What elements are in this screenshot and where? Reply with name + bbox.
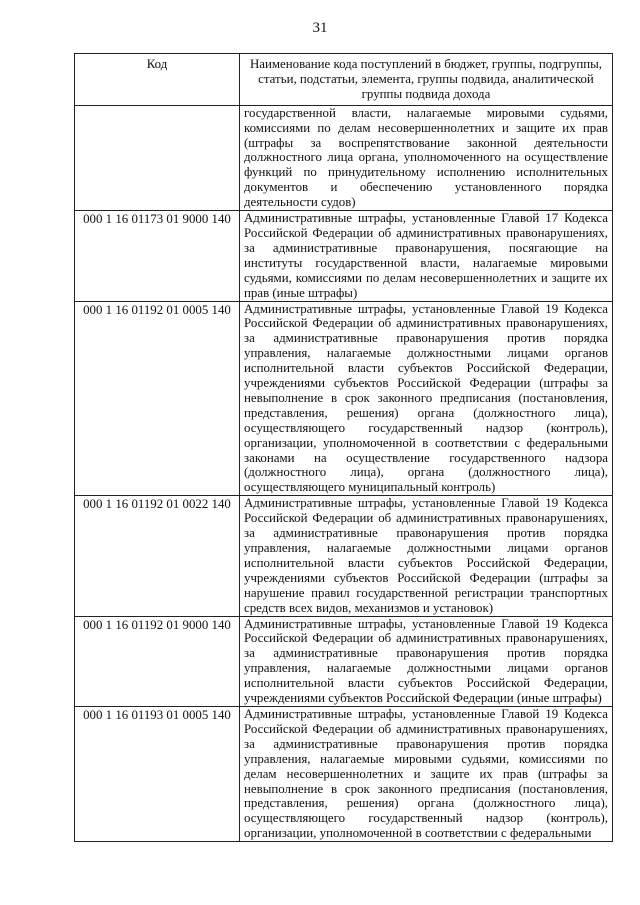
row-name: Административные штрафы, установленные Главой 19 Кодекса Российской Федерации об административных правонарушениях, за административные правонарушения против порядка управления, налагаемые должностными лицами органов исполнительной власти субъектов Российской Федерации, учреждениями субъектов Российской Федерации (иные штрафы) xyxy=(240,616,613,706)
row-code xyxy=(75,105,240,210)
revenue-codes-table xyxy=(74,53,613,842)
row-name: Административные штрафы, установленные Главой 19 Кодекса Российской Федерации об административных правонарушениях, за административные правонарушения против порядка управления, налагаемые должностными лицами органов исполнительной власти субъектов Российской Федерации, учреждениями субъектов Российской Федерации (штрафы за нарушение правил государственной регистрации транспортных средств всех видов, механизмов и установок) xyxy=(240,496,613,616)
table-row xyxy=(75,105,613,210)
header-code: Код xyxy=(75,54,240,106)
row-code: 000 1 16 01192 01 0022 140 xyxy=(75,496,240,616)
table-header-row xyxy=(75,54,613,106)
header-name: Наименование кода поступлений в бюджет, группы, подгруппы, статьи, подстатьи, элемента, группы подвида, аналитической группы подвида дохода xyxy=(240,54,613,106)
table-row xyxy=(75,616,613,706)
row-code: 000 1 16 01193 01 0005 140 xyxy=(75,706,240,841)
row-code: 000 1 16 01173 01 9000 140 xyxy=(75,211,240,301)
row-name: Административные штрафы, установленные Главой 17 Кодекса Российской Федерации об административных правонарушениях, за административные правонарушения, посягающие на институты государственной власти, налагаемые мировыми судьями, комиссиями по делам несовершеннолетних и защите их прав (иные штрафы) xyxy=(240,211,613,301)
row-name: государственной власти, налагаемые мировыми судьями, комиссиями по делам несовершеннолетних и защите их прав (штрафы за воспрепятствование законной деятельности должностного лица органа, уполномоченного на осуществление функций по принудительному исполнению исполнительных документов и обеспечению установленного порядка деятельности судов) xyxy=(240,105,613,210)
page-number: 31 xyxy=(312,20,328,36)
row-name: Административные штрафы, установленные Главой 19 Кодекса Российской Федерации об административных правонарушениях, за административные правонарушения против порядка управления, налагаемые мировыми судьями, комиссиями по делам несовершеннолетних и защите их прав (штрафы за невыполнение в срок законного предписания (постановления, представления, решения) органа (должностного лица), осуществляющего государственный надзор (контроль), организации, уполномоченной в соответствии с федеральными xyxy=(240,706,613,841)
table-row xyxy=(75,706,613,841)
row-name: Административные штрафы, установленные Главой 19 Кодекса Российской Федерации об административных правонарушениях, за административные правонарушения против порядка управления, налагаемые должностными лицами органов исполнительной власти субъектов Российской Федерации, учреждениями субъектов Российской Федерации (штрафы за невыполнение в срок законного предписания (постановления, представления, решения) органа (должностного лица), осуществляющего государственный надзор (контроль), организации, уполномоченной в соответствии с федеральными законами на осуществление государственного надзора (должностного лица), органа (должностного лица), осуществляющего муниципальный контроль) xyxy=(240,301,613,496)
row-code: 000 1 16 01192 01 9000 140 xyxy=(75,616,240,706)
table-row xyxy=(75,301,613,496)
table-row xyxy=(75,496,613,616)
row-code: 000 1 16 01192 01 0005 140 xyxy=(75,301,240,496)
table-row xyxy=(75,211,613,301)
